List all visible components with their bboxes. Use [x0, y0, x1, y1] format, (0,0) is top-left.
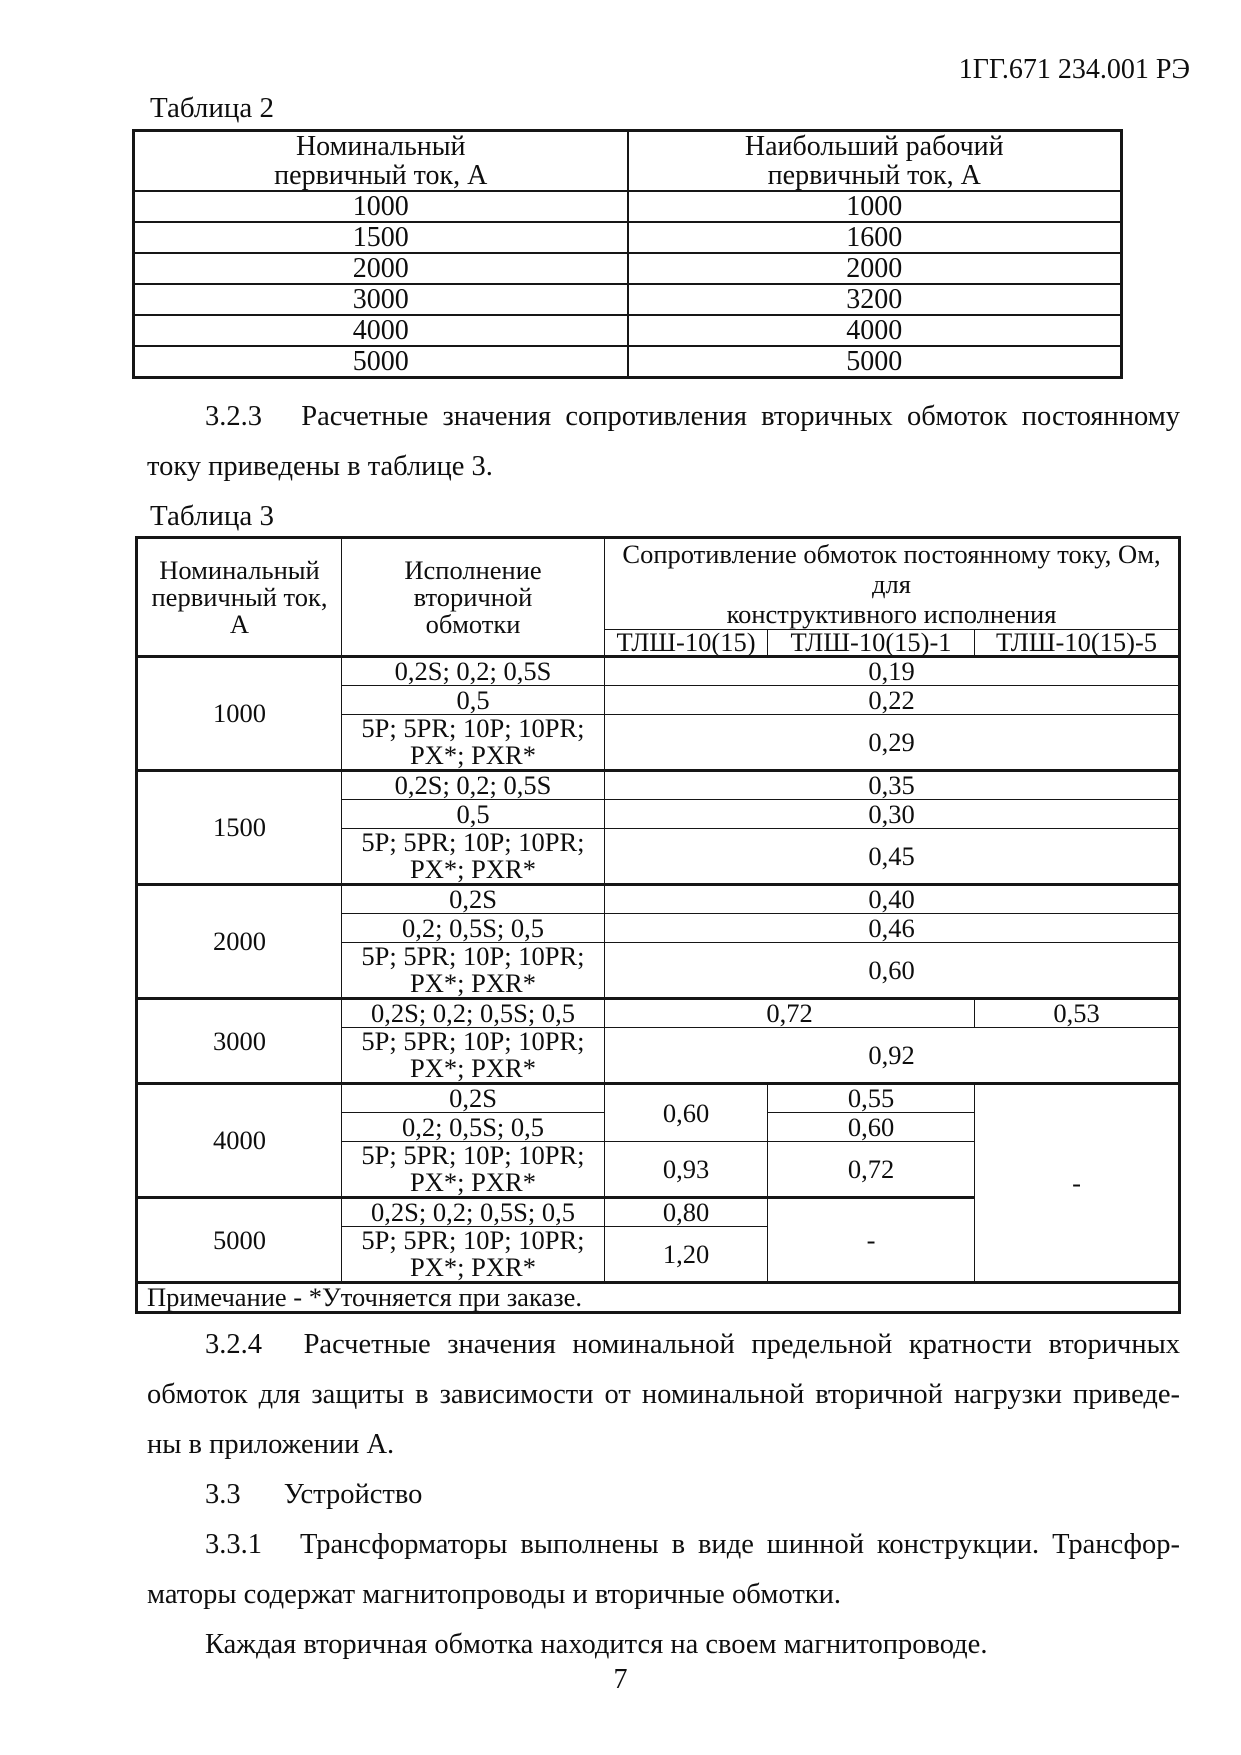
winding-cell: 5P; 5PR; 10P; 10PR; PX*; PXR*	[342, 1227, 605, 1283]
header-line: Наибольший рабочий	[744, 131, 1004, 162]
winding-cell: 0,5	[342, 686, 605, 715]
header-line: обмотки	[425, 608, 521, 639]
winding-cell: 0,2; 0,5S; 0,5	[342, 1113, 605, 1142]
resistance-cell: 1,20	[605, 1227, 768, 1283]
winding-cell: 5P; 5PR; 10P; 10PR; PX*; PXR*	[342, 943, 605, 999]
t2-header-max-working-current	[628, 131, 1122, 192]
document-code: 1ГГ.671 234.001 РЭ	[958, 54, 1190, 85]
table-3	[135, 536, 1181, 1314]
section-heading-3-3	[147, 1470, 1180, 1520]
resistance-cell: 0,60	[605, 943, 1180, 999]
resistance-cell: 0,55	[768, 1084, 975, 1113]
t3-header-design-tlsh: ТЛШ-10(15)	[605, 630, 768, 657]
resistance-cell: 0,45	[605, 829, 1180, 885]
paragraph-line: обмоток для защиты в зависимости от номинальной вторичной нагрузки приведе-	[147, 1379, 1180, 1410]
paragraph-line: маторы содержат магнитопроводы и вторичные обмотки.	[147, 1579, 842, 1610]
t3-header-nominal-current	[137, 538, 342, 657]
table-row	[134, 315, 1122, 346]
table-row	[137, 885, 1180, 914]
resistance-cell: 0,22	[605, 686, 1180, 715]
t3-header-winding-design	[342, 538, 605, 657]
table-cell: 4000	[628, 315, 1122, 346]
resistance-cell-dash: -	[975, 1084, 1180, 1283]
t3-header-design-tlsh-1: ТЛШ-10(15)-1	[768, 630, 975, 657]
paragraph-3-2-3	[147, 392, 1180, 492]
t2-header-nominal-current	[134, 131, 628, 192]
header-line: первичный ток, А	[767, 160, 981, 191]
header-line: конструктивного исполнения	[726, 599, 1057, 629]
current-cell: 4000	[137, 1084, 342, 1198]
winding-cell: 0,2; 0,5S; 0,5	[342, 914, 605, 943]
paragraph-text: Трансформаторы выполнены в виде шинной конструкции. Трансфор-	[299, 1529, 1181, 1560]
winding-cell: 0,2S; 0,2; 0,5S	[342, 657, 605, 686]
table-cell: 5000	[134, 346, 628, 378]
header-line: Номинальный	[159, 554, 320, 585]
winding-cell: 0,2S	[342, 885, 605, 914]
resistance-cell: 0,30	[605, 800, 1180, 829]
current-cell: 3000	[137, 999, 342, 1084]
section-number: 3.3	[205, 1479, 241, 1510]
table3-caption: Таблица 3	[150, 500, 275, 532]
resistance-cell: 0,93	[605, 1142, 768, 1198]
winding-cell: 5P; 5PR; 10P; 10PR; PX*; PXR*	[342, 1142, 605, 1198]
table-row	[137, 657, 1180, 686]
current-cell: 2000	[137, 885, 342, 999]
t3-header-resistance-group	[605, 538, 1180, 630]
table-row	[134, 222, 1122, 253]
header-line: первичный ток, А	[274, 160, 488, 191]
resistance-cell: 0,19	[605, 657, 1180, 686]
table-cell: 3000	[134, 284, 628, 315]
table-note-row	[137, 1283, 1180, 1313]
table-cell: 1000	[628, 191, 1122, 222]
resistance-cell: 0,35	[605, 771, 1180, 800]
paragraph-line	[147, 392, 1180, 442]
table-row	[134, 253, 1122, 284]
section-number: 3.2.4	[205, 1329, 262, 1360]
paragraph-line: Каждая вторичная обмотка находится на своем магнитопроводе.	[205, 1629, 988, 1660]
winding-cell: 0,2S; 0,2; 0,5S	[342, 771, 605, 800]
table-cell: 4000	[134, 315, 628, 346]
winding-cell: 5P; 5PR; 10P; 10PR; PX*; PXR*	[342, 1028, 605, 1084]
table2-caption: Таблица 2	[150, 92, 275, 124]
resistance-cell-dash: -	[768, 1198, 975, 1283]
table2-header-row	[134, 131, 1122, 192]
current-cell: 1500	[137, 771, 342, 885]
current-cell: 1000	[137, 657, 342, 771]
header-line: Исполнение	[404, 554, 542, 585]
page-number: 7	[613, 1664, 628, 1695]
paragraph-line	[147, 1520, 1180, 1570]
table-cell: 5000	[628, 346, 1122, 378]
header-line: первичный ток,	[151, 581, 328, 612]
section-number: 3.2.3	[205, 401, 262, 432]
winding-cell: 0,5	[342, 800, 605, 829]
winding-cell: 0,2S	[342, 1084, 605, 1113]
header-line: Номинальный	[295, 131, 466, 162]
table-cell: 1500	[134, 222, 628, 253]
section-title: Устройство	[283, 1479, 423, 1510]
table-cell: 1600	[628, 222, 1122, 253]
paragraph-line: ны в приложении А.	[147, 1429, 395, 1460]
t3-header-design-tlsh-5: ТЛШ-10(15)-5	[975, 630, 1180, 657]
table3-header-row	[137, 538, 1180, 630]
winding-cell: 5P; 5PR; 10P; 10PR; PX*; PXR*	[342, 829, 605, 885]
header-line: А	[229, 608, 250, 639]
resistance-cell: 0,72	[605, 999, 975, 1028]
table-row	[134, 284, 1122, 315]
table-cell: 2000	[134, 253, 628, 284]
header-line: вторичной	[413, 581, 533, 612]
section-number: 3.3.1	[205, 1529, 262, 1560]
resistance-cell: 0,92	[605, 1028, 1180, 1084]
table-note: Примечание - *Уточняется при заказе.	[137, 1283, 1180, 1313]
winding-cell: 0,2S; 0,2; 0,5S; 0,5	[342, 1198, 605, 1227]
resistance-cell: 0,72	[768, 1142, 975, 1198]
table-cell: 2000	[628, 253, 1122, 284]
resistance-cell: 0,80	[605, 1198, 768, 1227]
table-cell: 3200	[628, 284, 1122, 315]
resistance-cell: 0,46	[605, 914, 1180, 943]
table-row	[137, 999, 1180, 1028]
winding-cell: 5P; 5PR; 10P; 10PR; PX*; PXR*	[342, 715, 605, 771]
paragraph-line	[147, 1320, 1180, 1370]
resistance-cell: 0,29	[605, 715, 1180, 771]
paragraph-line: току приведены в таблице 3.	[147, 451, 493, 482]
bottom-text-block	[147, 1320, 1180, 1670]
resistance-cell: 0,40	[605, 885, 1180, 914]
resistance-cell: 0,60	[605, 1084, 768, 1142]
paragraph-text: Расчетные значения номинальной предельной кратности вторичных	[303, 1329, 1181, 1360]
winding-cell: 0,2S; 0,2; 0,5S; 0,5	[342, 999, 605, 1028]
table-row	[134, 191, 1122, 222]
table-row	[137, 771, 1180, 800]
table-row	[134, 346, 1122, 378]
table-2	[132, 129, 1123, 379]
resistance-cell: 0,60	[768, 1113, 975, 1142]
table-row	[137, 1084, 1180, 1113]
table-cell: 1000	[134, 191, 628, 222]
header-line: Сопротивление обмоток постоянному току, Ом, для	[622, 539, 1161, 599]
resistance-cell: 0,53	[975, 999, 1180, 1028]
current-cell: 5000	[137, 1198, 342, 1283]
paragraph-text: Расчетные значения сопротивления вторичных обмоток постоянному	[301, 401, 1180, 432]
